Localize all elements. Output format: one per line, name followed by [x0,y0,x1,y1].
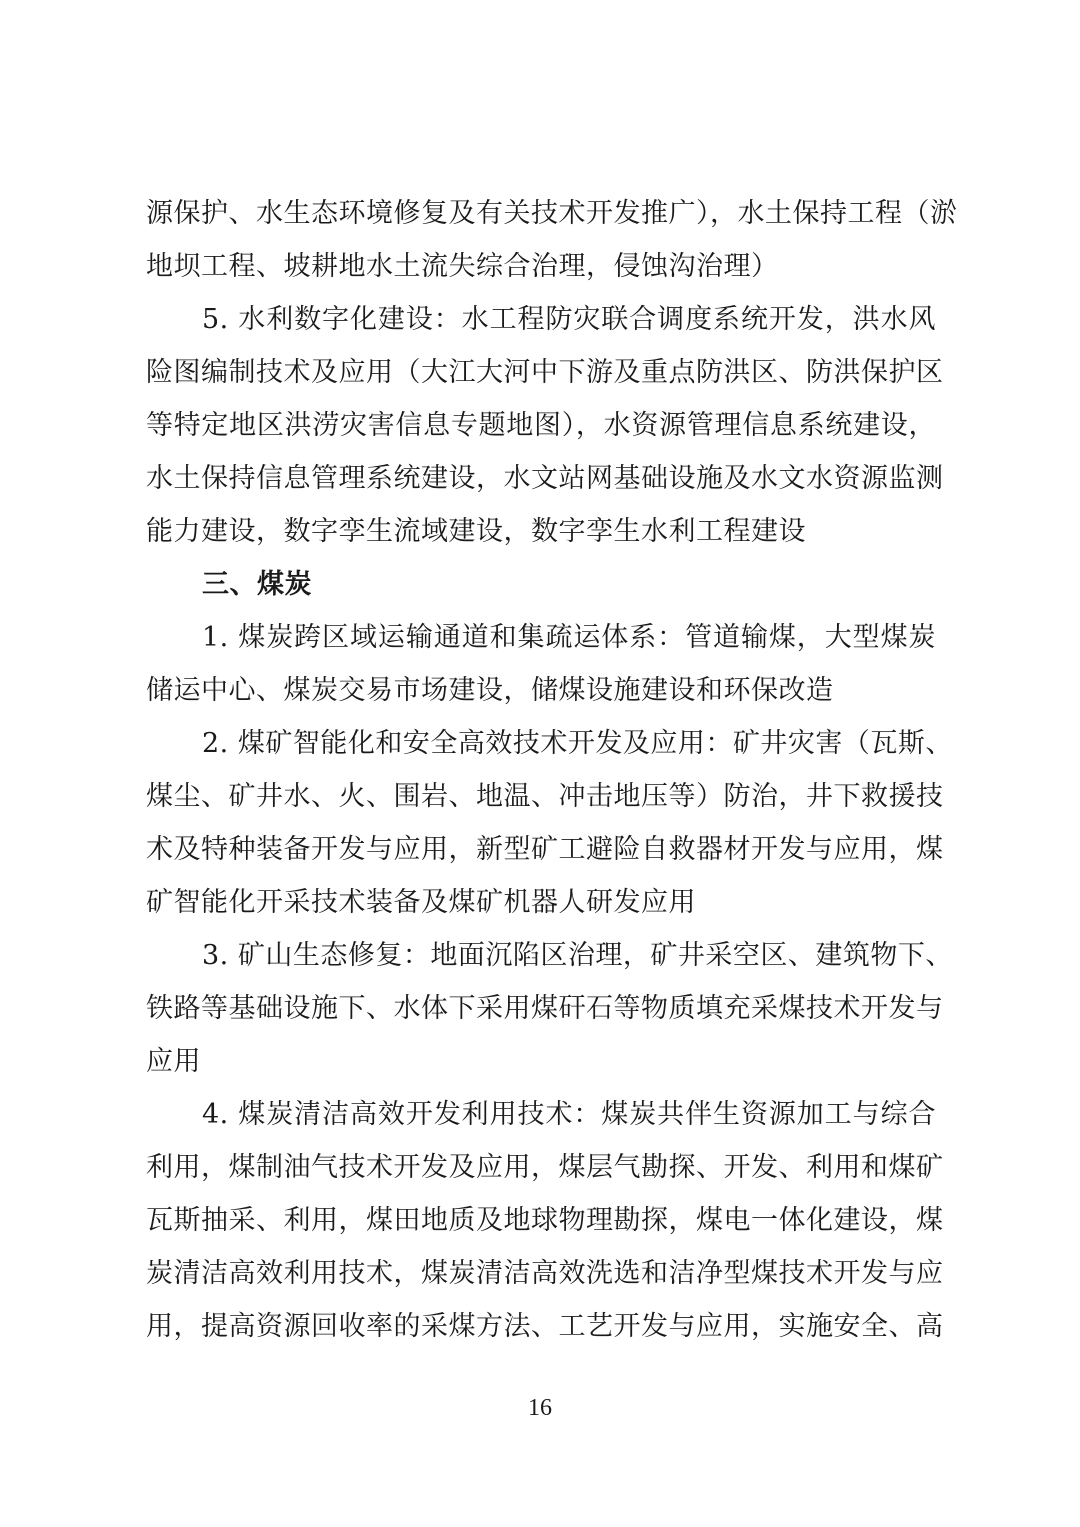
text-line: 术及特种装备开发与应用，新型矿工避险自救器材开发与应用，煤 [146,834,944,865]
text-line: 险图编制技术及应用（大江大河中下游及重点防洪区、防洪保护区 [146,357,944,388]
text-line: 等特定地区洪涝灾害信息专题地图），水资源管理信息系统建设， [146,410,936,441]
page-number: 16 [528,1395,552,1421]
list-item-start: 5. 水利数字化建设：水工程防灾联合调度系统开发，洪水风 [202,304,936,335]
text-line: 储运中心、煤炭交易市场建设，储煤设施建设和环保改造 [146,675,834,706]
text-line: 地坝工程、坡耕地水土流失综合治理，侵蚀沟治理） [146,251,779,282]
text-line: 炭清洁高效利用技术，煤炭清洁高效洗选和洁净型煤技术开发与应 [146,1258,944,1289]
body-text [146,187,958,1353]
text-line: 瓦斯抽采、利用，煤田地质及地球物理勘探，煤电一体化建设，煤 [146,1205,944,1236]
text-line: 煤尘、矿井水、火、围岩、地温、冲击地压等）防治，井下救援技 [146,781,944,812]
text-line: 利用，煤制油气技术开发及应用，煤层气勘探、开发、利用和煤矿 [146,1152,944,1183]
text-line: 水土保持信息管理系统建设，水文站网基础设施及水文水资源监测 [146,463,944,494]
text-line: 铁路等基础设施下、水体下采用煤矸石等物质填充采煤技术开发与 [146,993,944,1024]
text-line: 应用 [146,1046,201,1077]
list-item-start: 2. 煤矿智能化和安全高效技术开发及应用：矿井灾害（瓦斯、 [202,728,953,759]
section-heading: 三、煤炭 [202,569,312,600]
list-item-start: 3. 矿山生态修复：地面沉陷区治理，矿井采空区、建筑物下、 [202,940,953,971]
text-line: 源保护、水生态环境修复及有关技术开发推广），水土保持工程（淤 [146,198,958,229]
text-line: 用，提高资源回收率的采煤方法、工艺开发与应用，实施安全、高 [146,1311,944,1342]
text-line: 能力建设，数字孪生流域建设，数字孪生水利工程建设 [146,516,806,547]
list-item-start: 1. 煤炭跨区域运输通道和集疏运体系：管道输煤，大型煤炭 [202,622,936,653]
list-item-start: 4. 煤炭清洁高效开发利用技术：煤炭共伴生资源加工与综合 [202,1099,936,1130]
text-line: 矿智能化开采技术装备及煤矿机器人研发应用 [146,887,696,918]
